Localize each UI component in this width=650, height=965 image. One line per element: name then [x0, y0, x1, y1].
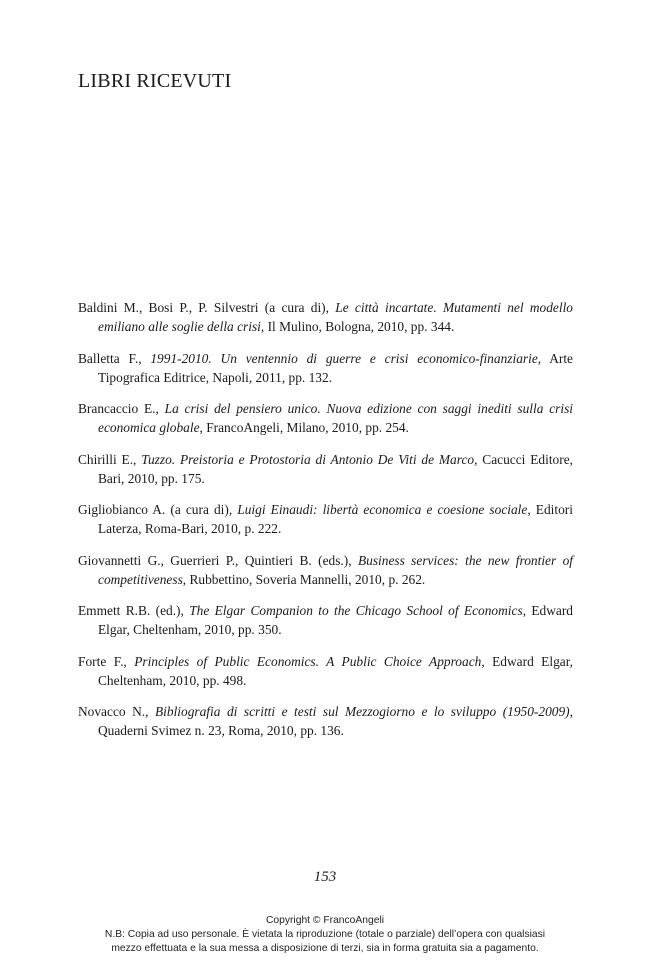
entry-title: Le città incartate. Mutamenti nel modello emiliano alle soglie della crisi: [98, 300, 573, 334]
entry-title: Luigi Einaudi: libertà economica e coesione sociale,: [237, 502, 531, 517]
copyright-notice: [0, 914, 650, 956]
bibliography-list: [78, 298, 573, 753]
entry-title: Business services: the new frontier of competitiveness: [98, 552, 573, 587]
entry-publisher: , Edward Elgar, Cheltenham, 2010, pp. 350.: [98, 603, 574, 637]
entry-authors: Brancaccio E.,: [78, 401, 165, 416]
bibliography-entry: [78, 702, 573, 740]
entry-authors: Giovannetti G., Guerrieri P., Quintieri B. (eds.),: [78, 552, 358, 568]
bibliography-entry: [78, 551, 573, 589]
entry-authors: Baldini M., Bosi P., P. Silvestri (a cura di),: [78, 300, 336, 315]
bibliography-entry: [78, 450, 573, 488]
copyright-line: Copyright © FrancoAngeli: [265, 915, 385, 926]
entry-authors: Forte F.,: [78, 653, 135, 669]
entry-publisher: , Rubbettino, Soveria Mannelli, 2010, p. 262.: [182, 571, 426, 587]
bibliography-entry: [78, 349, 573, 387]
bibliography-entry: [78, 652, 573, 690]
entry-title: Principles of Public Economics. A Public Choice Approach: [134, 653, 482, 669]
page-number: 153: [313, 869, 337, 885]
entry-authors: Novacco N.,: [78, 704, 155, 719]
entry-publisher: , Arte Tipografica Editrice, Napoli, 2011, pp. 132.: [98, 350, 573, 385]
entry-publisher: , FrancoAngeli, Milano, 2010, pp. 254.: [199, 420, 409, 435]
bibliography-entry: [78, 601, 573, 639]
bibliography-entry: [78, 298, 573, 336]
entry-publisher: , Quaderni Svimez n. 23, Roma, 2010, pp. 136.: [98, 704, 573, 738]
bibliography-entry: [78, 399, 573, 437]
entry-authors: Gigliobianco A. (a cura di),: [78, 502, 238, 517]
bibliography-entry: [78, 500, 573, 538]
copyright-disclaimer-line: mezzo effettuata e la sua messa a disposizione di terzi, sia in forma gratuita sia a pagamento.: [111, 943, 539, 954]
entry-title: 1991-2010. Un ventennio di guerre e crisi economico-finanziarie: [150, 350, 538, 366]
entry-title: Tuzzo. Preistoria e Protostoria di Antonio De Viti de Marco,: [141, 451, 478, 467]
page-title: LIBRI RICEVUTI: [78, 70, 232, 92]
entry-authors: Balletta F.,: [78, 350, 151, 366]
entry-title: La crisi del pensiero unico. Nuova edizione con saggi inediti sulla crisi economica globale: [98, 401, 573, 435]
entry-publisher: , Edward Elgar, Cheltenham, 2010, pp. 498.: [98, 653, 573, 688]
copyright-disclaimer-line: N.B: Copia ad uso personale. È vietata la riproduzione (totale o parziale) dell’opera con qualsiasi: [104, 929, 546, 940]
entry-title: The Elgar Companion to the Chicago School of Economics: [189, 603, 523, 618]
entry-publisher: , Il Mulino, Bologna, 2010, pp. 344.: [260, 319, 455, 334]
entry-publisher: Editori Laterza, Roma-Bari, 2010, p. 222.: [98, 502, 573, 536]
entry-title: Bibliografia di scritti e testi sul Mezzogiorno e lo sviluppo (1950-2009): [154, 704, 570, 719]
entry-authors: Emmett R.B. (ed.),: [78, 603, 190, 618]
entry-publisher: Cacucci Editore, Bari, 2010, pp. 175.: [98, 451, 574, 486]
entry-authors: Chirilli E.,: [78, 451, 142, 467]
